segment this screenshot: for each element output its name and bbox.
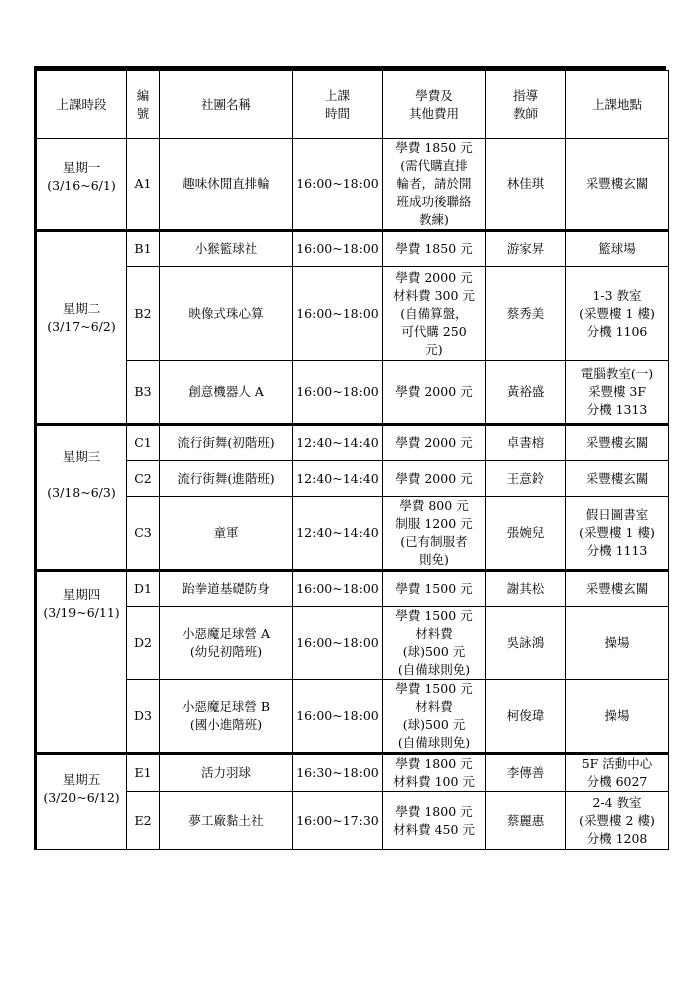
class-time: 16:00~17:30 xyxy=(293,792,383,850)
fee-info: 學費 2000 元 材料費 300 元 (自備算盤， 可代購 250 元) xyxy=(383,267,486,361)
class-location: 操場 xyxy=(566,680,669,754)
teacher-name: 王意鈴 xyxy=(486,461,566,497)
club-code: B1 xyxy=(127,231,160,267)
teacher-name: 張婉兒 xyxy=(486,497,566,571)
class-location: 采豐樓玄關 xyxy=(566,425,669,461)
day-period-cell: 星期四 (3/19~6/11) xyxy=(36,571,127,754)
fee-info: 學費 1500 元 材料費 (球)500 元 (自備球則免) xyxy=(383,607,486,680)
club-schedule-table xyxy=(34,70,669,850)
header-teacher: 指導 教師 xyxy=(486,71,566,139)
schedule-row xyxy=(36,139,669,231)
teacher-name: 柯俊瑋 xyxy=(486,680,566,754)
club-name: 流行街舞(進階班) xyxy=(160,461,293,497)
fee-info: 學費 2000 元 xyxy=(383,425,486,461)
class-location: 假日圖書室 (采豐樓 1 樓) 分機 1113 xyxy=(566,497,669,571)
schedule-row xyxy=(36,361,669,425)
class-time: 12:40~14:40 xyxy=(293,461,383,497)
fee-info: 學費 1500 元 材料費 (球)500 元 (自備球則免) xyxy=(383,680,486,754)
class-time: 16:00~18:00 xyxy=(293,361,383,425)
class-time: 12:40~14:40 xyxy=(293,425,383,461)
class-time: 16:30~18:00 xyxy=(293,754,383,792)
teacher-name: 蔡秀美 xyxy=(486,267,566,361)
header-club: 社團名稱 xyxy=(160,71,293,139)
class-time: 16:00~18:00 xyxy=(293,231,383,267)
class-location: 采豐樓玄關 xyxy=(566,461,669,497)
fee-info: 學費 2000 元 xyxy=(383,361,486,425)
class-time: 16:00~18:00 xyxy=(293,680,383,754)
club-code: C2 xyxy=(127,461,160,497)
fee-info: 學費 1850 元 (需代購直排 輪者，請於開 班成功後聯絡 教練) xyxy=(383,139,486,231)
schedule-row xyxy=(36,571,669,607)
teacher-name: 謝其松 xyxy=(486,571,566,607)
fee-info: 學費 800 元 制服 1200 元 (已有制服者 則免) xyxy=(383,497,486,571)
class-location: 籃球場 xyxy=(566,231,669,267)
schedule-row xyxy=(36,680,669,754)
schedule-row xyxy=(36,425,669,461)
fee-info: 學費 1800 元 材料費 100 元 xyxy=(383,754,486,792)
club-name: 小猴籃球社 xyxy=(160,231,293,267)
club-code: D1 xyxy=(127,571,160,607)
header-code: 編 號 xyxy=(127,71,160,139)
club-code: A1 xyxy=(127,139,160,231)
schedule-row xyxy=(36,267,669,361)
header-fee: 學費及 其他費用 xyxy=(383,71,486,139)
teacher-name: 蔡麗惠 xyxy=(486,792,566,850)
class-time: 16:00~18:00 xyxy=(293,607,383,680)
day-period-cell: 星期三 (3/18~6/3) xyxy=(36,425,127,571)
schedule-row xyxy=(36,754,669,792)
club-name: 流行街舞(初階班) xyxy=(160,425,293,461)
club-code: C3 xyxy=(127,497,160,571)
header-location: 上課地點 xyxy=(566,71,669,139)
fee-info: 學費 2000 元 xyxy=(383,461,486,497)
schedule-row xyxy=(36,497,669,571)
class-time: 16:00~18:00 xyxy=(293,139,383,231)
day-period-cell: 星期一 (3/16~6/1) xyxy=(36,139,127,231)
header-row xyxy=(36,71,669,139)
club-code: C1 xyxy=(127,425,160,461)
class-location: 電腦教室(一) 采豐樓 3F 分機 1313 xyxy=(566,361,669,425)
club-code: B2 xyxy=(127,267,160,361)
class-location: 5F 活動中心 分機 6027 xyxy=(566,754,669,792)
class-location: 操場 xyxy=(566,607,669,680)
teacher-name: 黃裕盛 xyxy=(486,361,566,425)
teacher-name: 游家昇 xyxy=(486,231,566,267)
class-location: 采豐樓玄關 xyxy=(566,571,669,607)
club-name: 小惡魔足球營 A (幼兒初階班) xyxy=(160,607,293,680)
club-code: E1 xyxy=(127,754,160,792)
club-name: 夢工廠黏土社 xyxy=(160,792,293,850)
schedule-row xyxy=(36,792,669,850)
club-name: 小惡魔足球營 B (國小進階班) xyxy=(160,680,293,754)
club-name: 映像式珠心算 xyxy=(160,267,293,361)
schedule-row xyxy=(36,231,669,267)
club-name: 跆拳道基礎防身 xyxy=(160,571,293,607)
club-name: 童軍 xyxy=(160,497,293,571)
club-name: 創意機器人 A xyxy=(160,361,293,425)
day-period-cell: 星期二 (3/17~6/2) xyxy=(36,231,127,425)
club-code: D2 xyxy=(127,607,160,680)
class-location: 1-3 教室 (采豐樓 1 樓) 分機 1106 xyxy=(566,267,669,361)
teacher-name: 卓書榕 xyxy=(486,425,566,461)
class-location: 2-4 教室 (采豐樓 2 樓) 分機 1208 xyxy=(566,792,669,850)
club-code: D3 xyxy=(127,680,160,754)
class-time: 16:00~18:00 xyxy=(293,571,383,607)
club-name: 活力羽球 xyxy=(160,754,293,792)
class-time: 16:00~18:00 xyxy=(293,267,383,361)
fee-info: 學費 1500 元 xyxy=(383,571,486,607)
class-time: 12:40~14:40 xyxy=(293,497,383,571)
club-code: E2 xyxy=(127,792,160,850)
day-period-cell: 星期五 (3/20~6/12) xyxy=(36,754,127,850)
header-period: 上課時段 xyxy=(36,71,127,139)
club-code: B3 xyxy=(127,361,160,425)
class-location: 采豐樓玄關 xyxy=(566,139,669,231)
fee-info: 學費 1850 元 xyxy=(383,231,486,267)
schedule-row xyxy=(36,607,669,680)
teacher-name: 李傳善 xyxy=(486,754,566,792)
fee-info: 學費 1800 元 材料費 450 元 xyxy=(383,792,486,850)
teacher-name: 吳詠鴻 xyxy=(486,607,566,680)
header-time: 上課 時間 xyxy=(293,71,383,139)
schedule-row xyxy=(36,461,669,497)
teacher-name: 林佳琪 xyxy=(486,139,566,231)
club-name: 趣味休閒直排輪 xyxy=(160,139,293,231)
